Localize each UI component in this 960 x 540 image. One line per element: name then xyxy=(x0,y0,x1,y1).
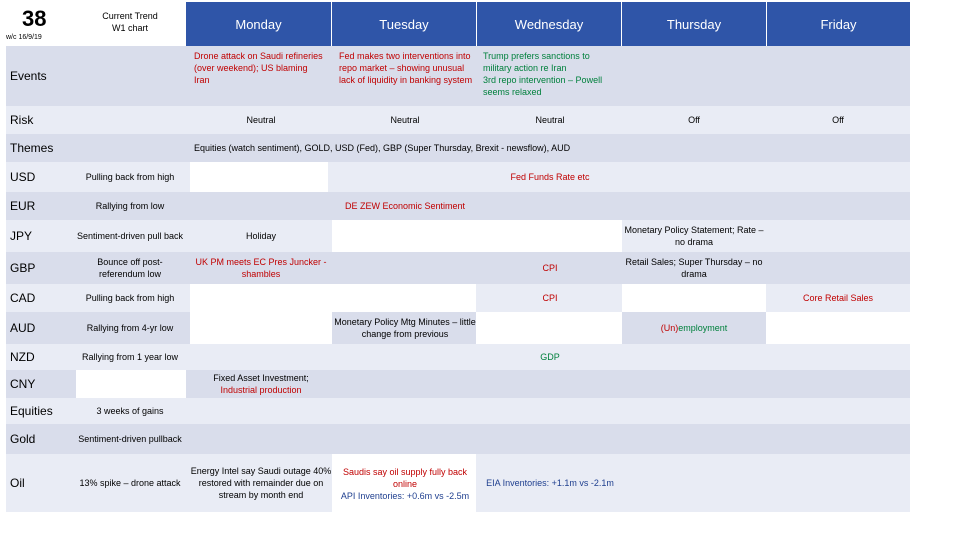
day-wednesday: Wednesday xyxy=(514,16,584,32)
jpy-trend: Sentiment-driven pull back xyxy=(76,231,184,241)
day-friday: Friday xyxy=(820,16,857,32)
events-wednesday-line1: Trump prefers sanctions to military action re Iran xyxy=(483,51,590,73)
risk-monday: Neutral xyxy=(246,115,276,125)
cny-monday xyxy=(190,370,332,398)
gbp-label: GBP xyxy=(10,261,36,275)
oil-tuesday xyxy=(334,456,476,512)
themes-label: Themes xyxy=(10,141,54,155)
jpy-thursday: Monetary Policy Statement; Rate – no drama xyxy=(624,225,764,247)
aud-tuesday: Monetary Policy Mtg Minutes – little change from previous xyxy=(334,317,476,339)
gbp-wednesday: CPI xyxy=(542,263,558,273)
eur-label: EUR xyxy=(10,199,36,213)
week-commencing: w/c 16/9/19 xyxy=(6,34,42,41)
cny-label: CNY xyxy=(10,377,36,391)
nzd-trend: Rallying from 1 year low xyxy=(81,352,179,362)
usd-trend: Pulling back from high xyxy=(85,172,175,182)
week-number: 38 xyxy=(22,6,47,31)
equities-label: Equities xyxy=(10,404,53,418)
risk-label: Risk xyxy=(10,113,34,127)
jpy-label: JPY xyxy=(10,229,33,243)
oil-tuesday-line2: API Inventories: +0.6m vs -2.5m xyxy=(340,491,470,501)
gold-label: Gold xyxy=(10,432,36,446)
usd-label: USD xyxy=(10,170,36,184)
aud-thursday-un: (Un) xyxy=(660,323,679,333)
oil-wednesday: EIA Inventories: +1.1m vs -2.1m xyxy=(486,478,614,488)
eur-trend: Rallying from low xyxy=(95,201,165,211)
cad-label: CAD xyxy=(10,291,36,305)
oil-trend: 13% spike – drone attack xyxy=(79,478,181,488)
day-tuesday: Tuesday xyxy=(379,16,429,32)
aud-trend: Rallying from 4-yr low xyxy=(86,323,174,333)
oil-label: Oil xyxy=(10,476,25,490)
aud-thursday xyxy=(622,312,766,344)
oil-monday: Energy Intel say Saudi outage 40% restored with remainder due on stream by month end xyxy=(190,466,332,500)
trend-column-header xyxy=(90,10,170,34)
cny-monday-line2: Industrial production xyxy=(220,385,302,395)
trend-header-line2: W1 chart xyxy=(111,23,148,33)
risk-thursday: Off xyxy=(688,115,700,125)
cad-wednesday: CPI xyxy=(542,293,558,303)
usd-wednesday: Fed Funds Rate etc xyxy=(510,172,590,182)
day-monday: Monday xyxy=(235,16,282,32)
events-label: Events xyxy=(10,69,47,83)
day-thursday: Thursday xyxy=(666,16,722,32)
aud-thursday-employment: employment xyxy=(678,323,728,333)
events-monday: Drone attack on Saudi refineries (over weekend); US blaming Iran xyxy=(194,51,323,85)
gbp-monday: UK PM meets EC Pres Juncker - shambles xyxy=(195,257,327,279)
themes-text: Equities (watch sentiment), GOLD, USD (Fed), GBP (Super Thursday, Brexit - newsflow), AUD xyxy=(194,143,571,153)
nzd-label: NZD xyxy=(10,350,35,364)
events-tuesday: Fed makes two interventions into repo market – showing unusual lack of liquidity in banking system xyxy=(339,51,473,85)
oil-tuesday-line1: Saudis say oil supply fully back online xyxy=(342,467,468,489)
aud-label: AUD xyxy=(10,321,36,335)
events-wednesday-line2: 3rd repo intervention – Powell seems relaxed xyxy=(483,75,603,97)
risk-friday: Off xyxy=(832,115,844,125)
jpy-monday: Holiday xyxy=(245,231,276,241)
cad-trend: Pulling back from high xyxy=(85,293,175,303)
gold-trend: Sentiment-driven pullback xyxy=(78,434,182,444)
gbp-trend: Bounce off post-referendum low xyxy=(97,257,163,279)
cny-monday-line1: Fixed Asset Investment; xyxy=(213,373,309,383)
cad-friday: Core Retail Sales xyxy=(802,293,874,303)
nzd-wednesday: GDP xyxy=(540,352,560,362)
gbp-thursday: Retail Sales; Super Thursday – no drama xyxy=(625,257,763,279)
trend-header-line1: Current Trend xyxy=(102,11,158,21)
risk-tuesday: Neutral xyxy=(390,115,420,125)
risk-wednesday: Neutral xyxy=(535,115,565,125)
equities-trend: 3 weeks of gains xyxy=(96,406,164,416)
events-wednesday xyxy=(483,50,619,102)
eur-tuesday: DE ZEW Economic Sentiment xyxy=(344,201,466,211)
